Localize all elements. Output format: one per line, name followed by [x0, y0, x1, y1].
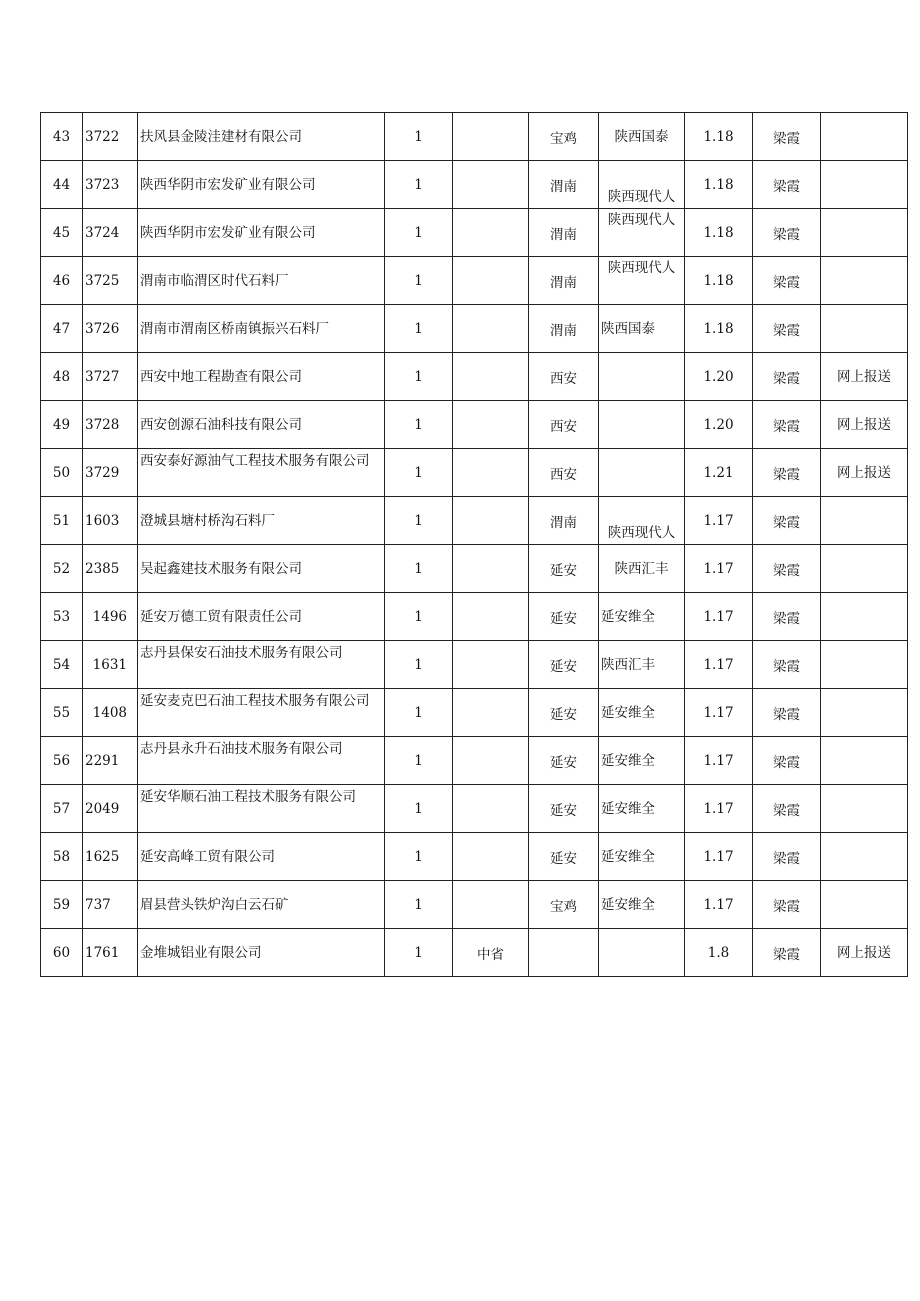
company-name: 延安高峰工贸有限公司 — [138, 833, 385, 881]
quantity: 1 — [385, 641, 453, 689]
row-number: 53 — [41, 593, 83, 641]
company-name: 金堆城铝业有限公司 — [138, 929, 385, 977]
quantity: 1 — [385, 545, 453, 593]
quantity: 1 — [385, 785, 453, 833]
row-number: 49 — [41, 401, 83, 449]
row-number: 48 — [41, 353, 83, 401]
staff: 梁霞 — [753, 401, 821, 449]
rate: 1.17 — [685, 497, 753, 545]
table-row — [41, 353, 908, 401]
level — [453, 113, 529, 161]
staff: 梁霞 — [753, 929, 821, 977]
city: 宝鸡 — [529, 113, 599, 161]
agency: 陕西国泰 — [599, 305, 685, 353]
company-name: 西安泰好源油气工程技术服务有限公司 — [138, 449, 385, 497]
staff: 梁霞 — [753, 209, 821, 257]
city: 西安 — [529, 353, 599, 401]
staff: 梁霞 — [753, 689, 821, 737]
company-name: 陕西华阴市宏发矿业有限公司 — [138, 161, 385, 209]
staff: 梁霞 — [753, 881, 821, 929]
company-code: 3729 — [83, 449, 138, 497]
rate: 1.17 — [685, 833, 753, 881]
city: 渭南 — [529, 497, 599, 545]
company-code: 3723 — [83, 161, 138, 209]
level — [453, 353, 529, 401]
agency: 延安维全 — [599, 881, 685, 929]
company-code: 3722 — [83, 113, 138, 161]
level — [453, 689, 529, 737]
city: 渭南 — [529, 161, 599, 209]
table-row — [41, 449, 908, 497]
staff: 梁霞 — [753, 497, 821, 545]
company-code: 737 — [83, 881, 138, 929]
quantity: 1 — [385, 929, 453, 977]
agency — [599, 401, 685, 449]
table-row — [41, 113, 908, 161]
agency: 陕西汇丰 — [599, 545, 685, 593]
table-row — [41, 305, 908, 353]
level — [453, 545, 529, 593]
quantity: 1 — [385, 401, 453, 449]
table-row — [41, 257, 908, 305]
note — [821, 545, 908, 593]
table-row — [41, 401, 908, 449]
staff: 梁霞 — [753, 737, 821, 785]
rate: 1.21 — [685, 449, 753, 497]
note — [821, 785, 908, 833]
company-code: 3726 — [83, 305, 138, 353]
row-number: 43 — [41, 113, 83, 161]
level — [453, 737, 529, 785]
note — [821, 257, 908, 305]
company-name: 西安创源石油科技有限公司 — [138, 401, 385, 449]
agency: 陕西现代人 — [599, 209, 685, 257]
quantity: 1 — [385, 353, 453, 401]
row-number: 55 — [41, 689, 83, 737]
note — [821, 305, 908, 353]
city: 延安 — [529, 593, 599, 641]
quantity: 1 — [385, 737, 453, 785]
staff: 梁霞 — [753, 257, 821, 305]
company-name: 志丹县保安石油技术服务有限公司 — [138, 641, 385, 689]
quantity: 1 — [385, 593, 453, 641]
rate: 1.18 — [685, 113, 753, 161]
note: 网上报送 — [821, 929, 908, 977]
agency: 延安维全 — [599, 785, 685, 833]
staff: 梁霞 — [753, 449, 821, 497]
company-code: 2385 — [83, 545, 138, 593]
agency: 陕西汇丰 — [599, 641, 685, 689]
level — [453, 593, 529, 641]
agency: 陕西现代人 — [599, 497, 685, 545]
city: 西安 — [529, 449, 599, 497]
quantity: 1 — [385, 689, 453, 737]
note — [821, 737, 908, 785]
company-code: 3724 — [83, 209, 138, 257]
row-number: 46 — [41, 257, 83, 305]
note — [821, 689, 908, 737]
city: 延安 — [529, 737, 599, 785]
table-row — [41, 929, 908, 977]
company-name: 吴起鑫建技术服务有限公司 — [138, 545, 385, 593]
quantity: 1 — [385, 113, 453, 161]
company-name: 延安华顺石油工程技术服务有限公司 — [138, 785, 385, 833]
note — [821, 497, 908, 545]
city: 延安 — [529, 545, 599, 593]
rate: 1.20 — [685, 401, 753, 449]
level — [453, 161, 529, 209]
company-name: 渭南市渭南区桥南镇振兴石料厂 — [138, 305, 385, 353]
agency: 陕西现代人 — [599, 161, 685, 209]
company-name: 澄城县塘村桥沟石料厂 — [138, 497, 385, 545]
staff: 梁霞 — [753, 545, 821, 593]
agency: 延安维全 — [599, 833, 685, 881]
rate: 1.18 — [685, 209, 753, 257]
company-name: 眉县营头铁炉沟白云石矿 — [138, 881, 385, 929]
note: 网上报送 — [821, 401, 908, 449]
company-name: 扶风县金陵洼建材有限公司 — [138, 113, 385, 161]
level — [453, 497, 529, 545]
level — [453, 401, 529, 449]
level — [453, 641, 529, 689]
company-name: 延安万德工贸有限责任公司 — [138, 593, 385, 641]
company-name: 陕西华阴市宏发矿业有限公司 — [138, 209, 385, 257]
company-code: 1603 — [83, 497, 138, 545]
quantity: 1 — [385, 881, 453, 929]
agency — [599, 449, 685, 497]
level — [453, 305, 529, 353]
table-row — [41, 209, 908, 257]
rate: 1.8 — [685, 929, 753, 977]
rate: 1.17 — [685, 785, 753, 833]
agency: 延安维全 — [599, 593, 685, 641]
table-row — [41, 161, 908, 209]
company-name: 延安麦克巴石油工程技术服务有限公司 — [138, 689, 385, 737]
company-table — [40, 112, 908, 977]
row-number: 54 — [41, 641, 83, 689]
level — [453, 881, 529, 929]
city: 渭南 — [529, 305, 599, 353]
level — [453, 449, 529, 497]
city: 延安 — [529, 833, 599, 881]
rate: 1.20 — [685, 353, 753, 401]
level — [453, 209, 529, 257]
company-code: 1625 — [83, 833, 138, 881]
rate: 1.17 — [685, 881, 753, 929]
table-row — [41, 545, 908, 593]
city: 宝鸡 — [529, 881, 599, 929]
city — [529, 929, 599, 977]
table-row — [41, 593, 908, 641]
table-row — [41, 689, 908, 737]
company-code: 2291 — [83, 737, 138, 785]
note — [821, 593, 908, 641]
quantity: 1 — [385, 497, 453, 545]
company-code: 3725 — [83, 257, 138, 305]
agency: 陕西现代人 — [599, 257, 685, 305]
level — [453, 257, 529, 305]
level — [453, 785, 529, 833]
company-code: 2049 — [83, 785, 138, 833]
company-code: 1631 — [83, 641, 138, 689]
company-code: 1761 — [83, 929, 138, 977]
staff: 梁霞 — [753, 785, 821, 833]
quantity: 1 — [385, 209, 453, 257]
company-code: 1408 — [83, 689, 138, 737]
staff: 梁霞 — [753, 641, 821, 689]
table-row — [41, 497, 908, 545]
row-number: 56 — [41, 737, 83, 785]
level: 中省 — [453, 929, 529, 977]
note — [821, 209, 908, 257]
rate: 1.18 — [685, 305, 753, 353]
table-row — [41, 737, 908, 785]
row-number: 50 — [41, 449, 83, 497]
table-row — [41, 785, 908, 833]
staff: 梁霞 — [753, 161, 821, 209]
quantity: 1 — [385, 449, 453, 497]
quantity: 1 — [385, 833, 453, 881]
staff: 梁霞 — [753, 833, 821, 881]
staff: 梁霞 — [753, 593, 821, 641]
agency: 延安维全 — [599, 689, 685, 737]
company-name: 志丹县永升石油技术服务有限公司 — [138, 737, 385, 785]
company-code: 1496 — [83, 593, 138, 641]
note — [821, 881, 908, 929]
rate: 1.17 — [685, 737, 753, 785]
agency: 延安维全 — [599, 737, 685, 785]
company-name: 渭南市临渭区时代石料厂 — [138, 257, 385, 305]
quantity: 1 — [385, 161, 453, 209]
company-name: 西安中地工程勘查有限公司 — [138, 353, 385, 401]
company-code: 3727 — [83, 353, 138, 401]
row-number: 57 — [41, 785, 83, 833]
staff: 梁霞 — [753, 353, 821, 401]
city: 西安 — [529, 401, 599, 449]
rate: 1.17 — [685, 593, 753, 641]
row-number: 58 — [41, 833, 83, 881]
row-number: 51 — [41, 497, 83, 545]
note: 网上报送 — [821, 449, 908, 497]
row-number: 60 — [41, 929, 83, 977]
agency — [599, 353, 685, 401]
agency: 陕西国泰 — [599, 113, 685, 161]
city: 延安 — [529, 641, 599, 689]
note — [821, 641, 908, 689]
city: 渭南 — [529, 257, 599, 305]
table-row — [41, 833, 908, 881]
table-row — [41, 881, 908, 929]
table-row — [41, 641, 908, 689]
level — [453, 833, 529, 881]
company-code: 3728 — [83, 401, 138, 449]
quantity: 1 — [385, 257, 453, 305]
city: 延安 — [529, 689, 599, 737]
note — [821, 113, 908, 161]
note — [821, 833, 908, 881]
row-number: 47 — [41, 305, 83, 353]
row-number: 59 — [41, 881, 83, 929]
quantity: 1 — [385, 305, 453, 353]
city: 延安 — [529, 785, 599, 833]
row-number: 52 — [41, 545, 83, 593]
rate: 1.17 — [685, 689, 753, 737]
rate: 1.18 — [685, 257, 753, 305]
row-number: 44 — [41, 161, 83, 209]
agency — [599, 929, 685, 977]
note — [821, 161, 908, 209]
rate: 1.17 — [685, 641, 753, 689]
rate: 1.18 — [685, 161, 753, 209]
note: 网上报送 — [821, 353, 908, 401]
staff: 梁霞 — [753, 305, 821, 353]
row-number: 45 — [41, 209, 83, 257]
city: 渭南 — [529, 209, 599, 257]
rate: 1.17 — [685, 545, 753, 593]
staff: 梁霞 — [753, 113, 821, 161]
